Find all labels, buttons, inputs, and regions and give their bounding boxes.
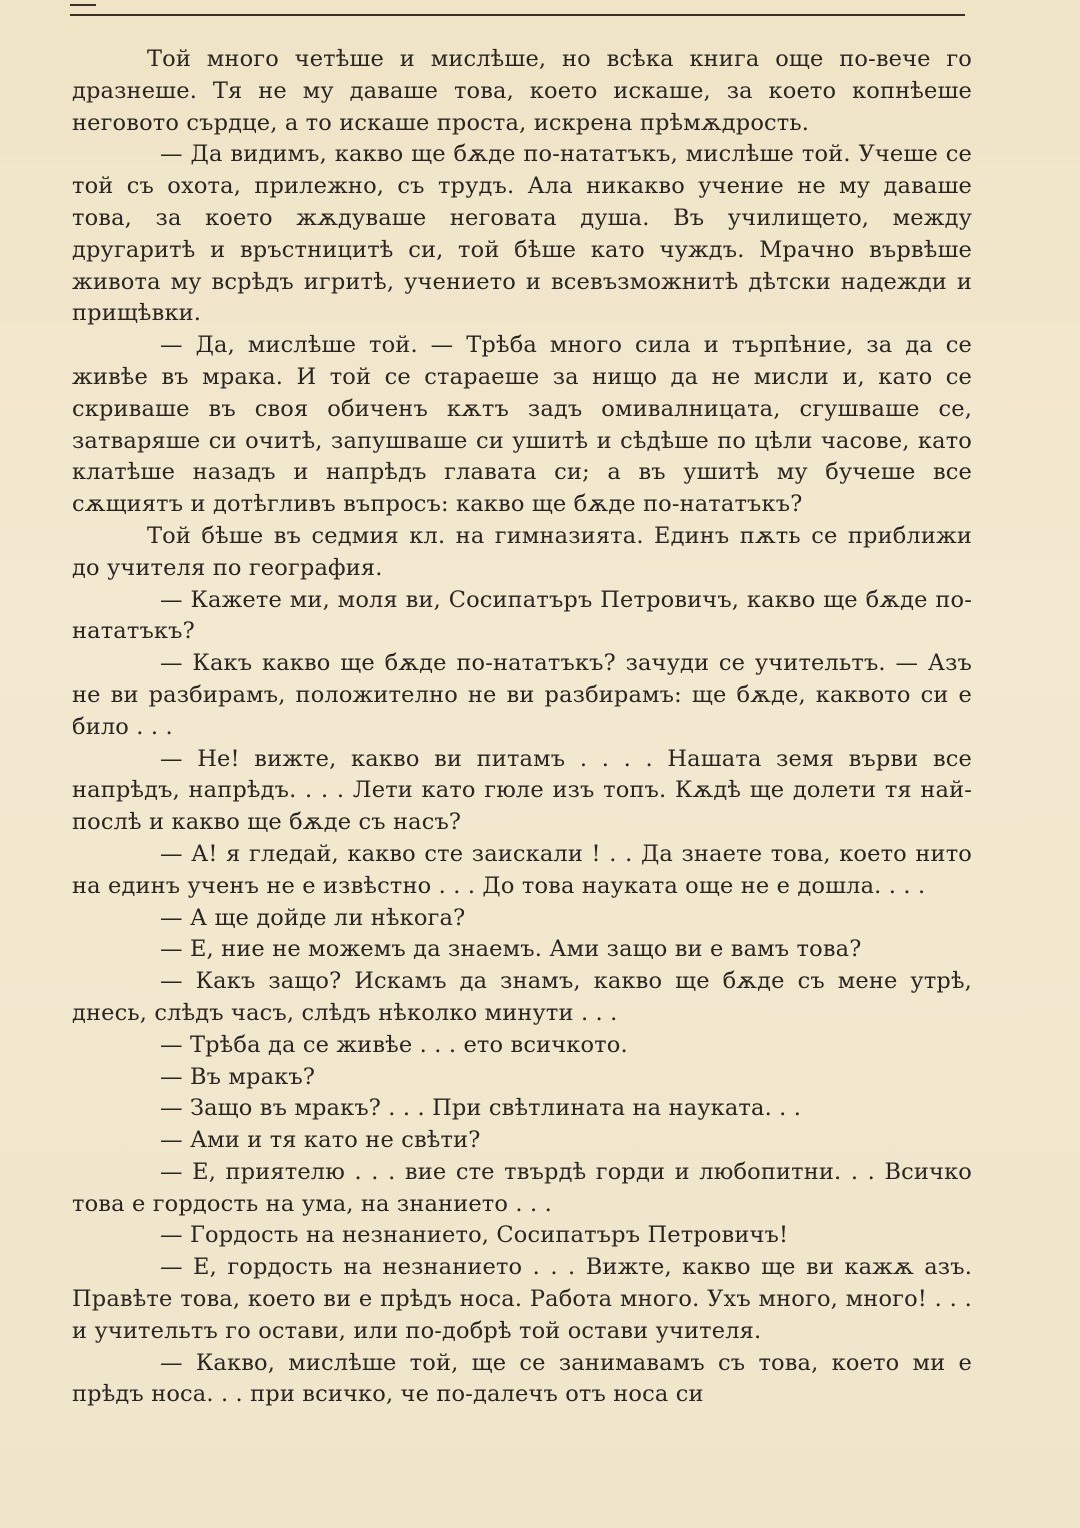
paragraph: Той бѣше въ седмия кл. на гимназията. Единъ пѫть се приближи до учителя по география. — [72, 522, 972, 581]
header-rule — [70, 0, 965, 16]
dialogue-line: — Въ мракъ? — [160, 1063, 316, 1090]
paragraph: Той много четѣше и мислѣше, но всѣка книга още по-вече го дразнеше. Тя не му даваше това, което искаше, за което копнѣеше неговото сърдце, а то искаше проста, искрена прѣмѫдрость. — [72, 46, 972, 136]
body-text — [72, 44, 972, 1411]
dialogue-line: — Защо въ мракъ? . . . При свѣтлината на науката. . . — [160, 1095, 802, 1122]
dialogue-line: — Не! вижте, какво ви питамъ . . . . Нашата земя върви все напрѣдъ, напрѣдъ. . . . Лети като гюле изъ топъ. Кѫдѣ ще долети тя най-послѣ и какво ще бѫде съ насъ? — [72, 745, 972, 836]
dialogue-line: — Какво, мислѣше той, ще се занимавамъ съ това, което ми е прѣдъ носа. . . при всичко, че по-далечъ отъ носа си — [72, 1349, 972, 1408]
paragraph: — Да, мислѣше той. — Трѣба много сила и търпѣние, за да се живѣе въ мрака. И той се стараеше за нищо да не мисли и, като се скриваше въ своя обиченъ кѫтъ задъ омивалницата, сгушваше се, затваряше си очитѣ, запушваше си ушитѣ и сѣдѣше по цѣли часове, като клатѣше назадъ и напрѣдъ главата си; а въ ушитѣ му бучеше все сѫщиятъ и дотѣгливъ въпросъ: какво ще бѫде по-нататъкъ? — [72, 332, 972, 518]
dialogue-line: — А! я гледай, какво сте заискали ! . . Да знаете това, което нито на единъ ученъ не е извѣстно . . . До това науката още не е дошла. . . . — [72, 840, 972, 899]
dialogue-line: — Кажете ми, моля ви, Сосипатъръ Петровичъ, какво ще бѫде по-нататъкъ? — [72, 586, 972, 645]
page-number-mark — [70, 0, 96, 6]
dialogue-line: — Е, приятелю . . . вие сте твърдѣ горди и любопитни. . . Всичко това е гордость на ума, на знанието . . . — [72, 1158, 972, 1217]
dialogue-line: — Какъ какво ще бѫде по-нататъкъ? зачуди се учительтъ. — Азъ не ви разбирамъ, положително не ви разбирамъ: ще бѫде, каквото си е било . . . — [72, 650, 972, 740]
paragraph: — Да видимъ, какво ще бѫде по-нататъкъ, мислѣше той. Учеше се той съ охота, прилежно, съ трудъ. Ала никакво учение не му даваше това, за което жѫдуваше неговата душа. Въ училището, между другаритѣ и връстницитѣ си, той бѣше като чуждъ. Мрачно вървѣше живота му всрѣдъ игритѣ, учението и всевъзможнитѣ дѣтски надежди и прищѣвки. — [72, 141, 972, 327]
dialogue-line: — Какъ защо? Искамъ да знамъ, какво ще бѫде съ мене утрѣ, днесь, слѣдъ часъ, слѣдъ нѣколко минути . . . — [72, 968, 972, 1026]
dialogue-line: — Трѣба да се живѣе . . . ето всичкото. — [160, 1031, 628, 1058]
dialogue-line: — Ами и тя като не свѣти? — [160, 1127, 481, 1154]
dialogue-line: — Е, гордость на незнанието . . . Вижте, какво ще ви кажѫ азъ. Правѣте това, което ви е прѣдъ носа. Работа много. Ухъ много, много! . . . и учительтъ го остави, или по-добрѣ той остави учителя. — [72, 1254, 972, 1344]
dialogue-line: — Е, ние не можемъ да знаемъ. Ами защо ви е вамъ това? — [160, 936, 862, 963]
dialogue-line: — Гордость на незнанието, Сосипатъръ Петровичъ! — [160, 1222, 789, 1249]
dialogue-line: — А ще дойде ли нѣкога? — [160, 904, 466, 931]
